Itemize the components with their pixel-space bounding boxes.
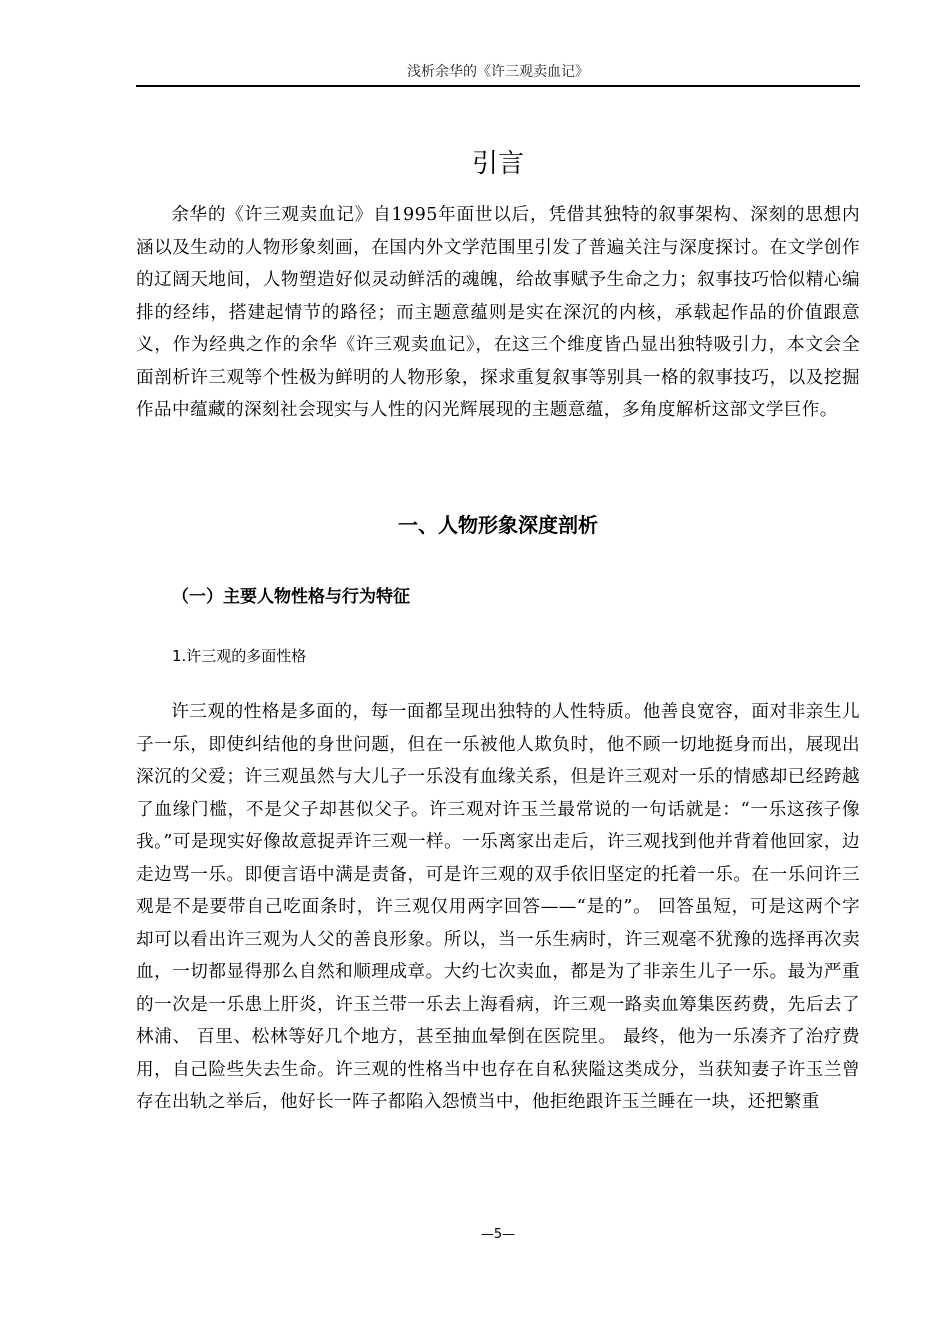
body-paragraph: 许三观的性格是多面的，每一面都呈现出独特的人性特质。他善良宽容，面对非亲生儿子一乐，即使纠结他的身世问题，但在一乐被他人欺负时，他不顾一切地挺身而出，展现出深沉的父爱；许三观虽然与大儿子一乐没有血缘关系，但是许三观对一乐的情感却已经跨越了血缘门槛，不是父子却甚似父子。许三观对许玉兰最常说的一句话就是：“一乐这孩子像我。”可是现实好像故意捉弄许三观一样。一乐离家出走后，许三观找到他并背着他回家，边走边骂一乐。即便言语中满是责备，可是许三观的双手依旧坚定的托着一乐。在一乐问许三观是不是要带自己吃面条时，许三观仅用两字回答——“是的”。 回答虽短，可是这两个字却可以看出许三观为人父的善良形象。所以，当一乐生病时，许三观毫不犹豫的选择再次卖血，一切都显得那么自然和顺理成章。大约七次卖血，都是为了非亲生儿子一乐。最为严重的一次是一乐患上肝炎，许玉兰带一乐去上海看病，许三观一路卖血筹集医药费，先后去了林浦、 百里、松林等好几个地方，甚至抽血晕倒在医院里。 最终，他为一乐凑齐了治疗费用，自己险些失去生命。许三观的性格当中也存在自私狭隘这类成分，当获知妻子许玉兰曾存在出轨之举后，他好长一阵子都陷入怨愤当中，他拒绝跟许玉兰睡在一块，还把繁重 (136, 702, 860, 1112)
running-header: 浅析余华的《许三观卖血记》 (407, 64, 589, 80)
subsubsection-heading: 1.许三观的多面性格 (172, 647, 307, 665)
header-divider (136, 85, 860, 87)
intro-paragraph: 余华的《许三观卖血记》自1995年面世以后，凭借其独特的叙事架构、深刻的思想内涵以及生动的人物形象刻画，在国内外文学范围里引发了普遍关注与深度探讨。在文学创作的辽阔天地间，人物塑造好似灵动鲜活的魂魄，给故事赋予生命之力；叙事技巧恰似精心编排的经纬，搭建起情节的路径；而主题意蕴则是实在深沉的内核，承载起作品的价值跟意义，作为经典之作的余华《许三观卖血记》，在这三个维度皆凸显出独特吸引力，本文会全面剖析许三观等个性极为鲜明的人物形象，探求重复叙事等别具一格的叙事技巧，以及挖掘作品中蕴藏的深刻社会现实与人性的闪光辉展现的主题意蕴，多角度解析这部文学巨作。 (136, 205, 860, 420)
section-heading: 一、人物形象深度剖析 (398, 513, 598, 537)
subsection-heading: （一）主要人物性格与行为特征 (172, 587, 410, 607)
intro-title: 引言 (471, 149, 524, 179)
page-number: —5— (480, 1227, 516, 1242)
